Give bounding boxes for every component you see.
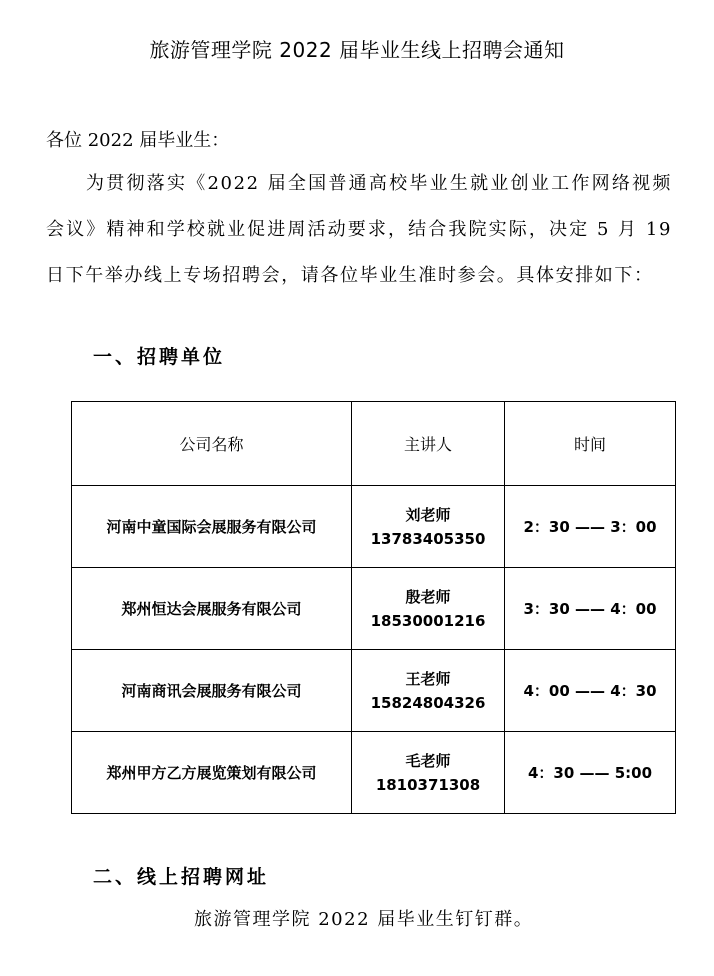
header-speaker: 主讲人: [352, 402, 505, 486]
company-name: 河南中童国际会展服务有限公司: [72, 486, 352, 568]
table-row: [72, 568, 676, 650]
speaker-phone: 13783405350: [370, 529, 486, 548]
speaker-cell: [352, 486, 505, 568]
speaker-name: 刘老师: [405, 505, 451, 524]
table-row: [72, 486, 676, 568]
speaker-cell: [352, 732, 505, 814]
recruiting-units-table: [71, 401, 676, 814]
section-heading-url: 二、线上招聘网址: [93, 866, 270, 888]
time-slot: 2：30 —— 3：00: [505, 486, 676, 568]
time-slot: 4：30 —— 5:00: [505, 732, 676, 814]
speaker-phone: 1810371308: [375, 775, 481, 794]
company-name: 郑州恒达会展服务有限公司: [72, 568, 352, 650]
speaker-cell: [352, 650, 505, 732]
header-time: 时间: [505, 402, 676, 486]
time-slot: 4：00 —— 4：30: [505, 650, 676, 732]
company-name: 郑州甲方乙方展览策划有限公司: [72, 732, 352, 814]
time-slot: 3：30 —— 4：00: [505, 568, 676, 650]
page-title: 旅游管理学院 2022 届毕业生线上招聘会通知: [149, 38, 565, 62]
speaker-phone: 18530001216: [370, 611, 486, 630]
closing-line: 旅游管理学院 2022 届毕业生钉钉群。: [194, 909, 534, 930]
speaker-name: 王老师: [405, 669, 451, 688]
section-heading-units: 一、招聘单位: [93, 346, 226, 368]
speaker-phone: 15824804326: [370, 693, 486, 712]
speaker-name: 殷老师: [405, 587, 451, 606]
speaker-cell: [352, 568, 505, 650]
company-name: 河南商讯会展服务有限公司: [72, 650, 352, 732]
table-header-row: [72, 402, 676, 486]
intro-paragraph: 为贯彻落实《2022 届全国普通高校毕业生就业创业工作网络视频会议》精神和学校就业促进周活动要求，结合我院实际，决定 5 月 19 日下午举办线上专场招聘会，请各位毕业生准时参会。具体安排如下：: [46, 173, 672, 286]
speaker-name: 毛老师: [405, 751, 451, 770]
salutation: 各位 2022 届毕业生：: [46, 130, 230, 151]
table-row: [72, 732, 676, 814]
header-company: 公司名称: [72, 402, 352, 486]
table-row: [72, 650, 676, 732]
